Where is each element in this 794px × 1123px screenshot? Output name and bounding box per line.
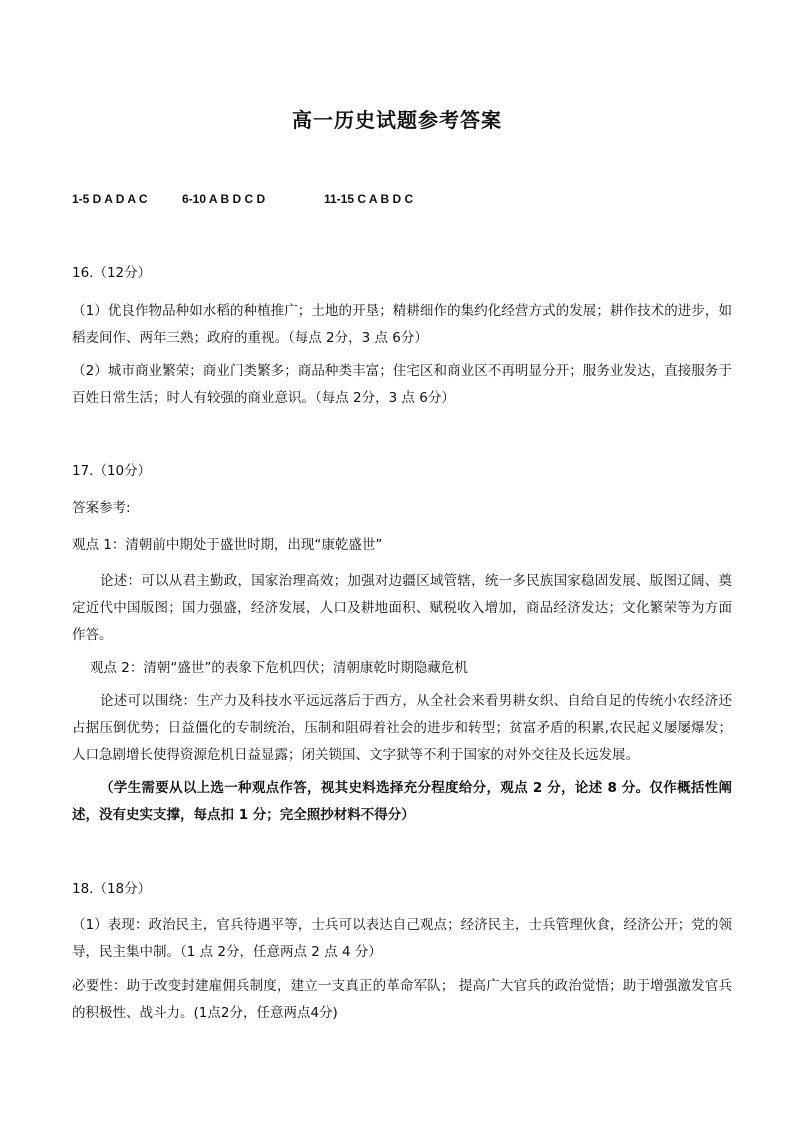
q17-heading: 17.（10分） bbox=[72, 463, 152, 479]
q17-view-1: 观点 1：清朝前中期处于盛世时期，出现“康乾盛世” bbox=[72, 537, 383, 553]
q18-necessity: 必要性：助于改变封建雇佣兵制度，建立一支真正的革命军队； 提高广大官兵的政治觉悟；助于增强激发官兵的积极性、战斗力。(1点2分，任意两点4分) bbox=[72, 978, 732, 1021]
q17-view-2: 观点 2：清朝“盛世”的表象下危机四伏；清朝康乾时期隐藏危机 bbox=[90, 660, 468, 676]
mc-group-11-15: 11-15 C A B D C bbox=[324, 192, 414, 206]
q17-argument-1: 论述：可以从君主勤政，国家治理高效；加强对边疆区域管辖，统一多民族国家稳固发展、版图辽阔、奠定近代中国版图；国力强盛，经济发展，人口及耕地面积、赋税收入增加，商品经济发达；文化繁荣等为方面作答。 bbox=[72, 573, 732, 643]
q16-part2: （2）城市商业繁荣；商业门类繁多；商品种类丰富；住宅区和商业区不再明显分开；服务业发达，直接服务于百姓日常生活；时人有较强的商业意识。（每点 2分，3 点 6分） bbox=[72, 363, 732, 406]
q17-grading-note: （学生需要从以上选一种观点作答，视其史料选择充分程度给分，观点 2 分，论述 8 分。仅作概括性阐述，没有史实支撑，每点扣 1 分；完全照抄材料不得分） bbox=[72, 780, 732, 823]
page-title: 高一历史试题参考答案 bbox=[292, 108, 502, 132]
mc-group-1-5: 1-5 D A D A C bbox=[72, 192, 148, 206]
q16-part1: （1）优良作物品种如水稻的种植推广；土地的开垦；精耕细作的集约化经营方式的发展；耕作技术的进步，如稻麦间作、两年三熟；政府的重视。（每点 2分，3 点 6分） bbox=[72, 303, 732, 346]
mc-group-6-10: 6-10 A B D C D bbox=[182, 192, 266, 206]
q17-answer-ref: 答案参考: bbox=[72, 500, 131, 516]
q18-part1: （1）表现：政治民主，官兵待遇平等，士兵可以表达自己观点；经济民主，士兵管理伙食，经济公开；党的领导，民主集中制。（1 点 2分，任意两点 2 点 4 分） bbox=[72, 917, 732, 960]
q17-argument-2: 论述可以围绕：生产力及科技水平远远落后于西方，从全社会来看男耕女织、自给自足的传统小农经济还占据压倒优势；日益僵化的专制统治，压制和阻碍着社会的进步和转型；贫富矛盾的积累,农民起义屡屡爆发；人口急剧增长使得资源危机日益显露；闭关锁国、文字狱等不利于国家的对外交往及长远发展。 bbox=[72, 693, 732, 763]
q18-heading: 18.（18分） bbox=[72, 881, 152, 897]
q16-heading: 16.（12分） bbox=[72, 265, 152, 281]
